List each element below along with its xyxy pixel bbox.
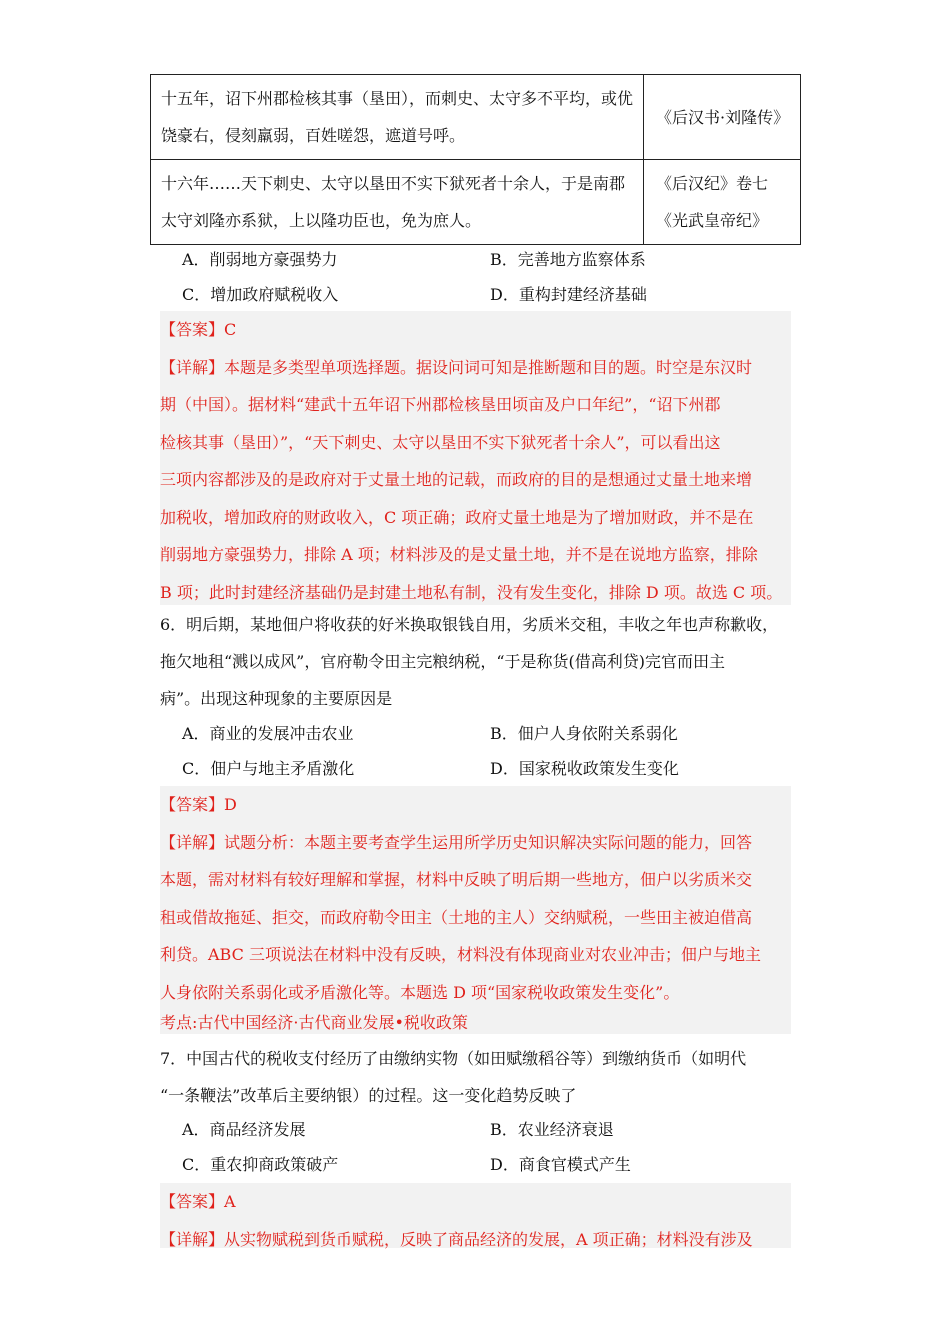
option-a: A．商品经济发展 xyxy=(182,1120,306,1139)
explain-line: B 项；此时封建经济基础仍是封建土地私有制，没有发生变化，排除 D 项。故选 C 项。 xyxy=(160,582,783,602)
explain-line: 利贷。ABC 三项说法在材料中没有反映，材料没有体现商业对农业冲击；佃户与地主 xyxy=(160,945,761,964)
option-a: A．削弱地方豪强势力 xyxy=(182,250,338,269)
option-b: B．佃户人身依附关系弱化 xyxy=(490,724,678,743)
explain-line: 加税收，增加政府的财政收入，C 项正确；政府丈量土地是为了增加财政，并不是在 xyxy=(160,507,754,527)
q5-answer-block xyxy=(160,311,791,605)
stem-line: 病”。出现这种现象的主要原因是 xyxy=(160,689,393,708)
option-a: A．商业的发展冲击农业 xyxy=(182,724,354,743)
stem-line: 6．明后期，某地佃户将收获的好米换取银钱自用，劣质米交租，丰收之年也声称歉收， xyxy=(160,615,779,634)
stem-line: 7．中国古代的税收支付经历了由缴纳实物（如田赋缴稻谷等）到缴纳货币（如明代 xyxy=(160,1049,747,1068)
material-source: 《后汉书·刘隆传》 xyxy=(644,75,801,160)
explain-line: 【详解】本题是多类型单项选择题。据设问词可知是推断题和目的题。时空是东汉时 xyxy=(160,357,753,377)
option-d: D．商食官模式产生 xyxy=(490,1155,631,1174)
option-c: C．佃户与地主矛盾激化 xyxy=(182,759,355,778)
explain-line: 【详解】试题分析：本题主要考查学生运用所学历史知识解决实际问题的能力，回答 xyxy=(160,832,753,852)
table-row xyxy=(151,160,801,245)
q7-answer-block xyxy=(160,1183,791,1248)
question-7 xyxy=(160,1040,800,1114)
material-table xyxy=(150,74,801,245)
option-c: C．重农抑商政策破产 xyxy=(182,1155,339,1174)
explain-line: 租或借故拖延、拒交，而政府勒令田主（土地的主人）交纳赋税，一些田主被迫借高 xyxy=(160,907,753,927)
material-text: 十五年，诏下州郡检核其事（垦田），而刺史、太守多不平均，或优饶豪右，侵刻羸弱，百姓嗟怨，遮道号呼。 xyxy=(151,75,644,160)
explain-line: 削弱地方豪强势力，排除 A 项；材料涉及的是丈量土地，并不是在说地方监察，排除 xyxy=(160,545,758,564)
option-d: D．国家税收政策发生变化 xyxy=(490,759,679,778)
option-c: C．增加政府赋税收入 xyxy=(182,285,339,304)
q6-answer-block xyxy=(160,786,791,1034)
stem-line: “一条鞭法”改革后主要纳银）的过程。这一变化趋势反映了 xyxy=(160,1086,577,1105)
explain-line: 【详解】从实物赋税到货币赋税，反映了商品经济的发展，A 项正确；材料没有涉及 xyxy=(160,1229,753,1249)
answer-label: 【答案】A xyxy=(160,1192,236,1211)
key-point-note: 考点:古代中国经济·古代商业发展•税收政策 xyxy=(160,1013,468,1032)
stem-line: 拖欠地租“溅以成风”，官府勒令田主完粮纳税，“于是称货(借高利贷)完官而田主 xyxy=(160,652,726,671)
material-source xyxy=(644,160,801,245)
explain-line: 三项内容都涉及的是政府对于丈量土地的记载，而政府的目的是想通过丈量土地来增 xyxy=(160,470,753,489)
answer-label: 【答案】C xyxy=(160,320,237,339)
question-6 xyxy=(160,606,800,717)
option-d: D．重构封建经济基础 xyxy=(490,285,647,304)
q6-options xyxy=(160,716,800,786)
explain-line: 检核其事（垦田）”，“天下刺史、太守以垦田不实下狱死者十余人”，可以看出这 xyxy=(160,432,721,452)
material-text: 十六年……天下刺史、太守以垦田不实下狱死者十余人，于是南郡太守刘隆亦系狱，上以隆功臣也，免为庶人。 xyxy=(151,160,644,245)
source-line: 《光武皇帝纪》 xyxy=(656,211,769,230)
option-b: B．农业经济衰退 xyxy=(490,1120,614,1139)
table-row xyxy=(151,75,801,160)
explain-line: 人身依附关系弱化或矛盾激化等。本题选 D 项“国家税收政策发生变化”。 xyxy=(160,982,680,1002)
source-line: 《后汉纪》卷七 xyxy=(656,174,769,193)
option-b: B．完善地方监察体系 xyxy=(490,250,646,269)
explain-line: 期（中国）。据材料“建武十五年诏下州郡检核垦田顷亩及户口年纪”，“诏下州郡 xyxy=(160,395,721,414)
answer-label: 【答案】D xyxy=(160,795,237,814)
explain-line: 本题，需对材料有较好理解和掌握，材料中反映了明后期一些地方，佃户以劣质米交 xyxy=(160,870,753,889)
q7-options xyxy=(160,1112,800,1182)
q5-options xyxy=(160,242,800,312)
